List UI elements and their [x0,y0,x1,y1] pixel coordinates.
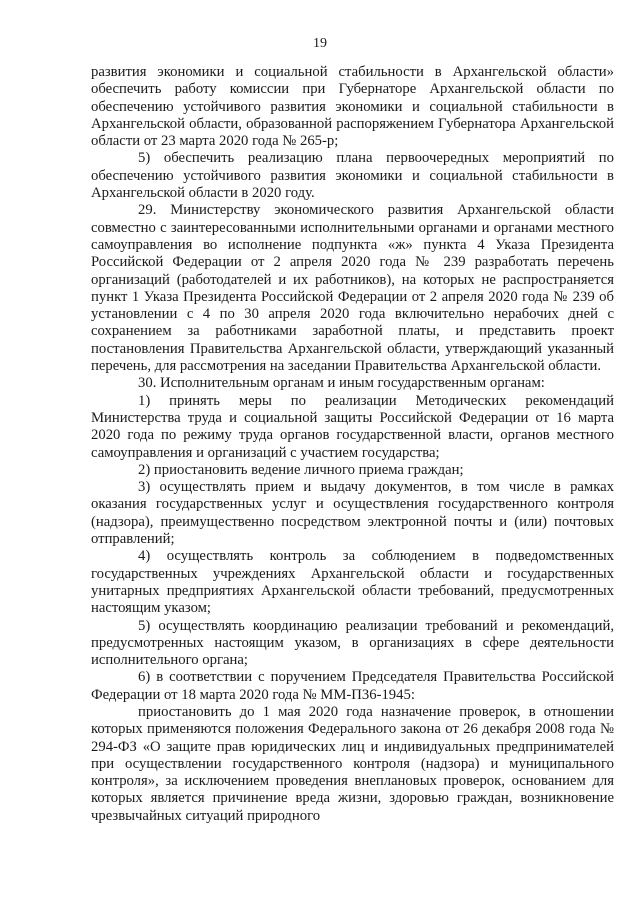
paragraph: развития экономики и социальной стабильности в Архангельской области» обеспечить работу комиссии при Губернаторе Архангельской области по обеспечению устойчивого развития экономики и социальной стабильности в Архангельской области, образованной распоряжением Губернатора Архангельской области от 23 марта 2020 года № 265-р; [91,64,614,150]
paragraph: 29. Министерству экономического развития Архангельской области совместно с заинтересованными исполнительными органами и органами местного самоуправления во исполнение подпункта «ж» пункта 4 Указа Президента Российской Федерации от 2 апреля 2020 года № 239 разработать перечень организаций (работодателей и их работников), на которых не распространяется пункт 1 Указа Президента Российской Федерации от 2 апреля 2020 года № 239 об установлении с 4 по 30 апреля 2020 года включительно нерабочих дней с сохранением за работниками заработной платы, и представить проект постановления Правительства Архангельской области, утверждающий указанный перечень, для рассмотрения на заседании Правительства Архангельской области. [91,202,614,375]
paragraph: 5) осуществлять координацию реализации требований и рекомендаций, предусмотренных настоящим указом, в организациях в сфере деятельности исполнительного органа; [91,617,614,669]
body-text [91,64,614,825]
paragraph: приостановить до 1 мая 2020 года назначение проверок, в отношении которых применяются положения Федерального закона от 26 декабря 2008 года № 294-ФЗ «О защите прав юридических лиц и индивидуальных предпринимателей при осуществлении государственного контроля (надзора) и муниципального контроля», за исключением проведения внеплановых проверок, основанием для которых является причинение вреда жизни, здоровью граждан, возникновение чрезвычайных ситуаций природного [91,703,614,824]
paragraph: 3) осуществлять прием и выдачу документов, в том числе в рамках оказания государственных услуг и осуществления государственного контроля (надзора), преимущественно посредством электронной почты и (или) почтовых отправлений; [91,479,614,548]
paragraph: 4) осуществлять контроль за соблюдением в подведомственных государственных учреждениях Архангельской области и государственных унитарных предприятиях Архангельской области требований, предусмотренных настоящим указом; [91,548,614,617]
paragraph: 5) обеспечить реализацию плана первоочередных мероприятий по обеспечению устойчивого развития экономики и социальной стабильности в Архангельской области в 2020 году. [91,150,614,202]
paragraph: 1) принять меры по реализации Методических рекомендаций Министерства труда и социальной защиты Российской Федерации от 16 марта 2020 года по режиму труда органов государственной власти, органов местного самоуправления и организаций с участием государства; [91,392,614,461]
page-number: 19 [313,36,327,51]
paragraph: 2) приостановить ведение личного приема граждан; [138,461,464,478]
paragraph: 30. Исполнительным органам и иным государственным органам: [138,375,545,392]
paragraph: 6) в соответствии с поручением Председателя Правительства Российской Федерации от 18 марта 2020 года № ММ-П36-1945: [91,669,614,703]
